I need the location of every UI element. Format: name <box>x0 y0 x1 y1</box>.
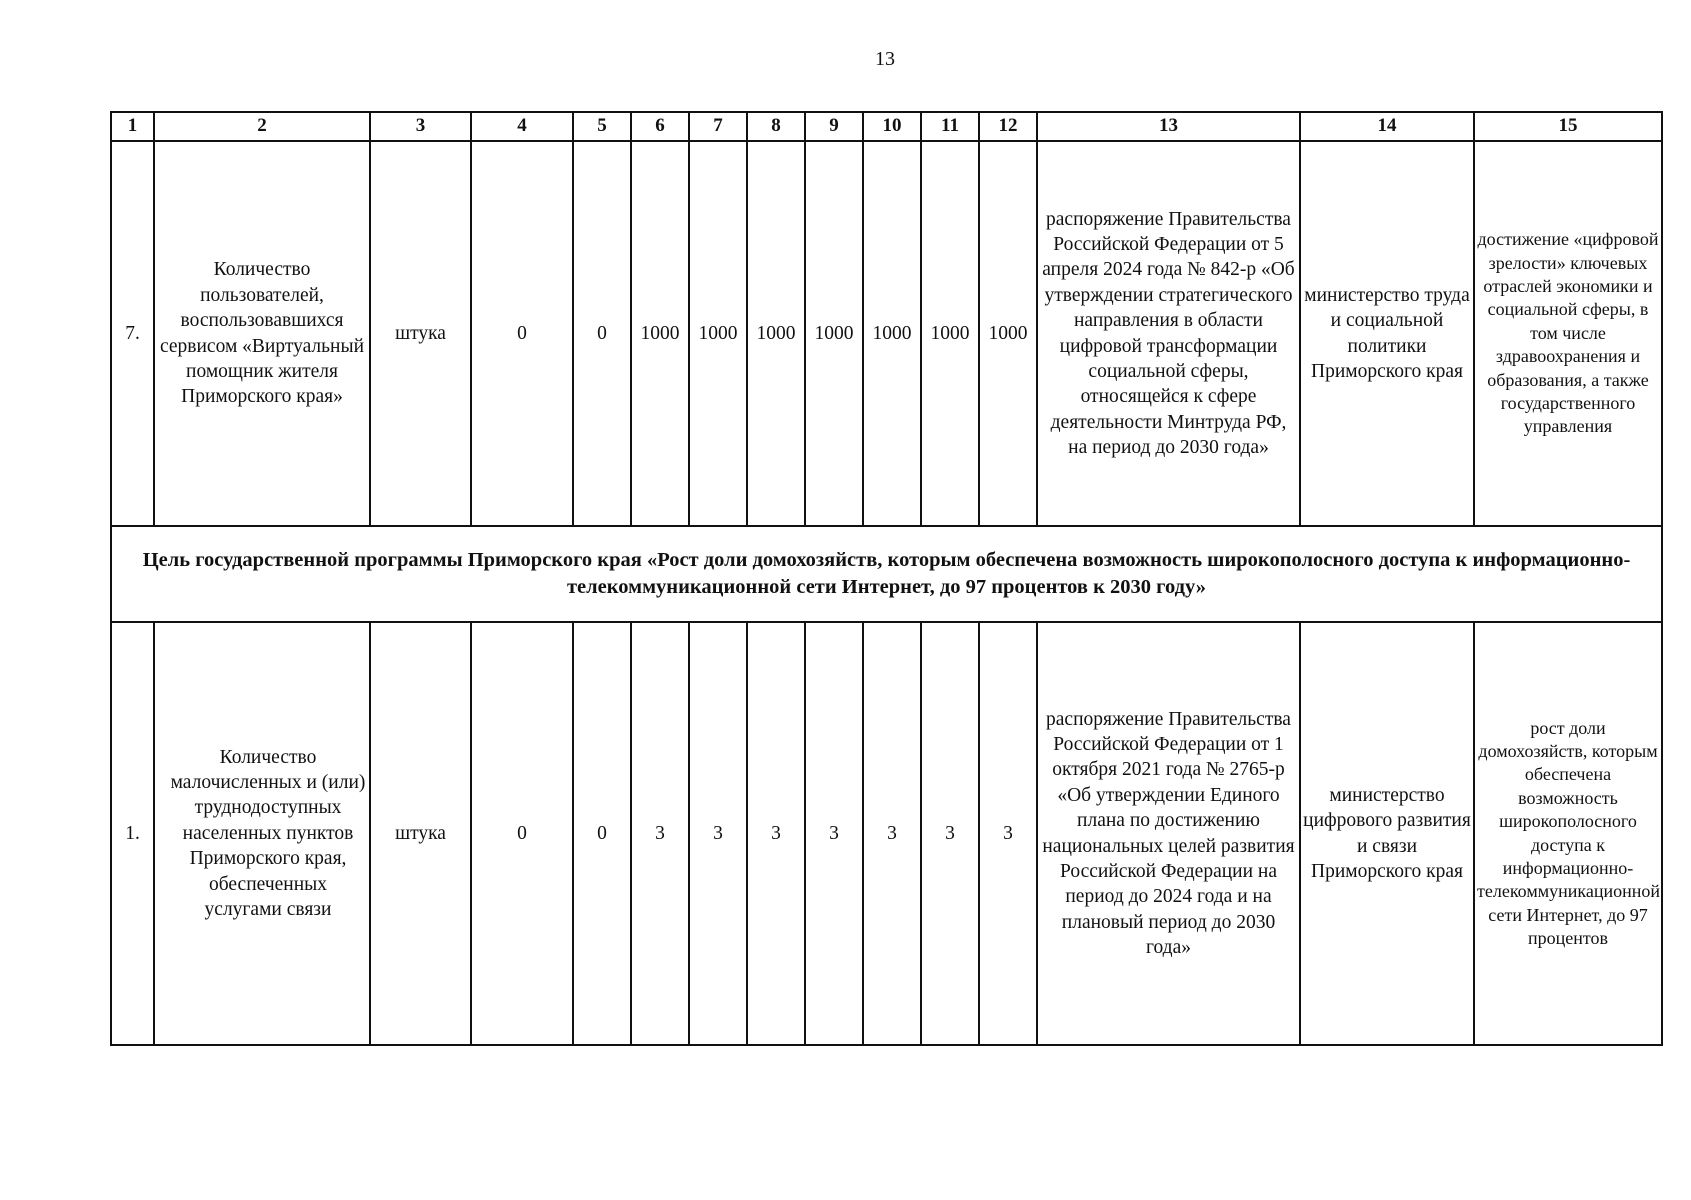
header-cell: 5 <box>573 112 631 141</box>
value-cell: 3 <box>863 622 921 1045</box>
value-cell: 1000 <box>631 141 689 526</box>
goal-cell: достижение «цифровой зрелости» ключевых отраслей экономики и социальной сферы, в том числе здравоохранения и образования, а также государственного управления <box>1474 141 1662 526</box>
unit-cell: штука <box>370 141 471 526</box>
header-cell: 9 <box>805 112 863 141</box>
header-cell: 1 <box>111 112 154 141</box>
header-row <box>111 112 1662 141</box>
header-cell: 15 <box>1474 112 1662 141</box>
document-cell: распоряжение Правительства Российской Федерации от 5 апреля 2024 года № 842-р «Об утверждении стратегического направления в области цифровой трансформации социальной сферы, относящейся к сфере деятельности Минтруда РФ, на период до 2030 года» <box>1037 141 1300 526</box>
value-cell: 1000 <box>805 141 863 526</box>
header-cell: 2 <box>154 112 370 141</box>
header-cell: 13 <box>1037 112 1300 141</box>
document-cell: распоряжение Правительства Российской Федерации от 1 октября 2021 года № 2765-р «Об утверждении Единого плана по достижению национальных целей развития Российской Федерации на период до 2024 года и на плановый период до 2030 года» <box>1037 622 1300 1045</box>
responsible-cell: министерство цифрового развития и связи Приморского края <box>1300 622 1474 1045</box>
value-cell: 3 <box>689 622 747 1045</box>
header-cell: 6 <box>631 112 689 141</box>
header-cell: 14 <box>1300 112 1474 141</box>
indicators-table <box>110 111 1663 1046</box>
value-cell: 3 <box>747 622 805 1045</box>
value-cell: 0 <box>573 141 631 526</box>
value-cell: 0 <box>471 622 573 1045</box>
value-cell: 3 <box>805 622 863 1045</box>
row-number: 1. <box>111 622 154 1045</box>
header-cell: 11 <box>921 112 979 141</box>
header-cell: 8 <box>747 112 805 141</box>
value-cell: 3 <box>921 622 979 1045</box>
goal-heading-row <box>111 526 1662 622</box>
indicator-name: Количество малочисленных и (или) труднодоступных населенных пунктов Приморского края, обеспеченных услугами связи <box>154 622 370 1045</box>
goal-heading: Цель государственной программы Приморского края «Рост доли домохозяйств, которым обеспечена возможность широкополосного доступа к информационно-телекоммуникационной сети Интернет, до 97 процентов к 2030 году» <box>111 526 1662 622</box>
header-cell: 4 <box>471 112 573 141</box>
value-cell: 0 <box>573 622 631 1045</box>
header-cell: 12 <box>979 112 1037 141</box>
value-cell: 1000 <box>747 141 805 526</box>
responsible-cell: министерство труда и социальной политики Приморского края <box>1300 141 1474 526</box>
table-row <box>111 622 1662 1045</box>
goal-cell: рост доли домохозяйств, которым обеспечена возможность широкополосного доступа к информационно-телекоммуникационной сети Интернет, до 97 процентов <box>1474 622 1662 1045</box>
table-row <box>111 141 1662 526</box>
page-number: 13 <box>875 48 895 70</box>
header-cell: 10 <box>863 112 921 141</box>
unit-cell: штука <box>370 622 471 1045</box>
value-cell: 3 <box>631 622 689 1045</box>
value-cell: 1000 <box>979 141 1037 526</box>
header-cell: 7 <box>689 112 747 141</box>
value-cell: 0 <box>471 141 573 526</box>
row-number: 7. <box>111 141 154 526</box>
value-cell: 1000 <box>863 141 921 526</box>
header-cell: 3 <box>370 112 471 141</box>
indicator-name: Количество пользователей, воспользовавшихся сервисом «Виртуальный помощник жителя Приморского края» <box>154 141 370 526</box>
value-cell: 1000 <box>921 141 979 526</box>
value-cell: 1000 <box>689 141 747 526</box>
value-cell: 3 <box>979 622 1037 1045</box>
